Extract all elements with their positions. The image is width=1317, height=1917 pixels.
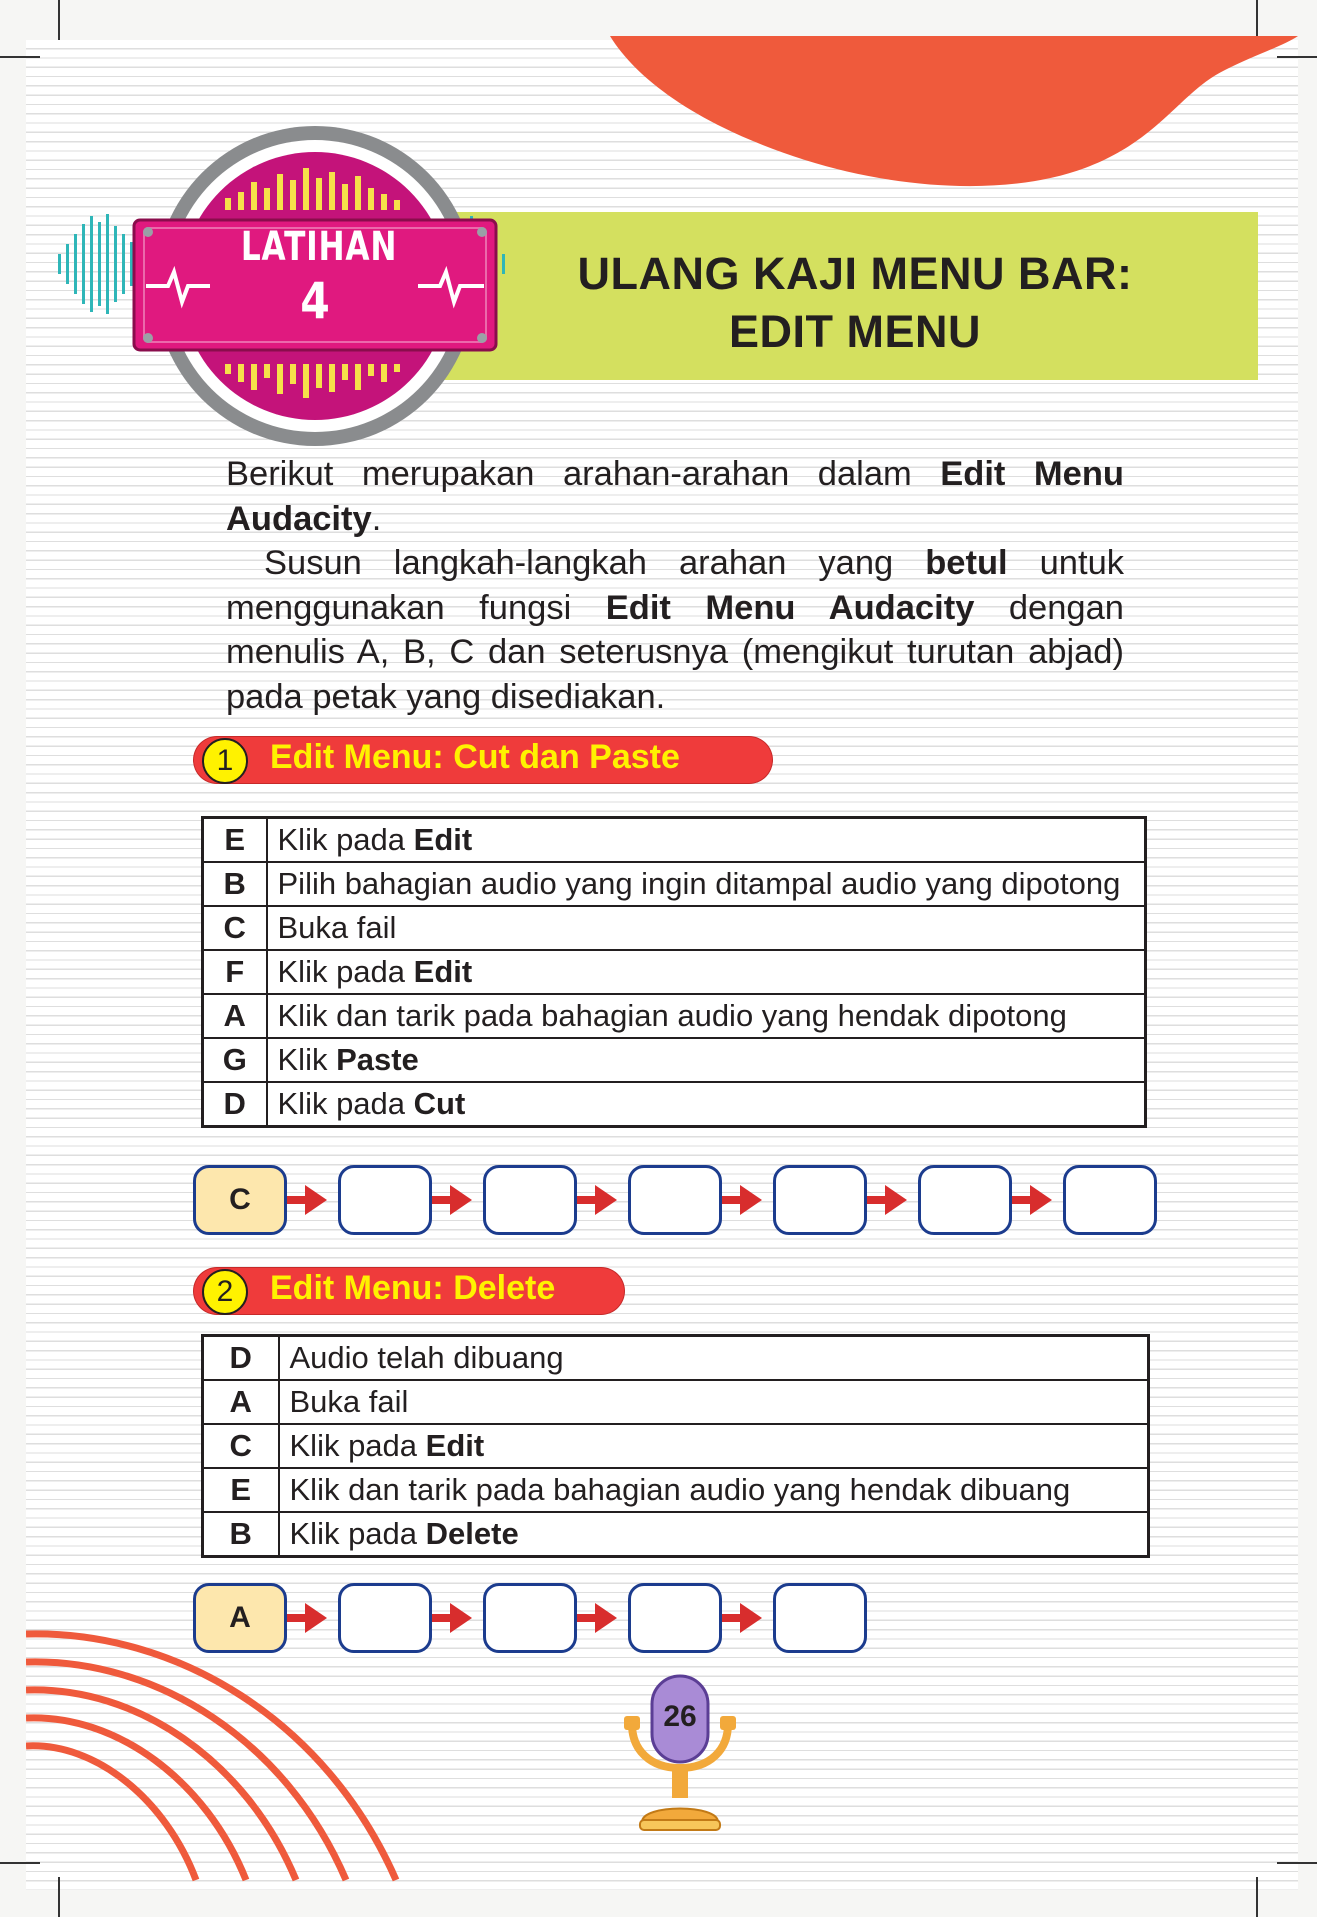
- section-2-table: [201, 1334, 1150, 1558]
- step-text: Klik pada: [289, 1516, 426, 1551]
- page-title: [540, 245, 1170, 361]
- step-instruction: [279, 1424, 1149, 1468]
- step-letter: G: [203, 1038, 267, 1082]
- intro-text-span: Berikut merupakan arahan-arahan dalam: [226, 455, 941, 493]
- intro-text: [226, 452, 1124, 719]
- title-line-1: ULANG KAJI MENU BAR:: [577, 248, 1133, 299]
- answer-box[interactable]: [918, 1165, 1012, 1235]
- table-row: [203, 862, 1146, 906]
- arrow-head: [595, 1603, 617, 1633]
- step-text: Klik pada: [289, 1428, 426, 1463]
- microphone-icon: [620, 1670, 740, 1840]
- arrow-head: [450, 1603, 472, 1633]
- section-1-title: Edit Menu: Cut dan Paste: [270, 738, 680, 776]
- answer-box[interactable]: [773, 1165, 867, 1235]
- step-command: Paste: [336, 1042, 419, 1077]
- arrow-head: [305, 1603, 327, 1633]
- intro-bold-span: Edit Menu Audacity: [226, 455, 1124, 538]
- step-instruction: [267, 818, 1146, 863]
- step-letter: C: [203, 1424, 279, 1468]
- step-text: Klik dan tarik pada bahagian audio yang hendak dipotong: [277, 998, 1067, 1033]
- intro-text-span: Susun langkah-langkah arahan yang: [264, 544, 926, 582]
- arrow-right-icon: [867, 1196, 905, 1204]
- step-command: Delete: [425, 1516, 519, 1551]
- step-text: Klik dan tarik pada bahagian audio yang hendak dibuang: [289, 1472, 1071, 1507]
- table-row: [203, 1424, 1149, 1468]
- step-text: Pilih bahagian audio yang ingin ditampal audio yang dipotong: [277, 866, 1121, 901]
- table-row: [203, 1336, 1149, 1381]
- arrow-head: [595, 1185, 617, 1215]
- intro-paragraph-2: [226, 541, 1124, 719]
- arrow-right-icon: [432, 1196, 470, 1204]
- answer-box[interactable]: [483, 1583, 577, 1653]
- step-text: Audio telah dibuang: [289, 1340, 564, 1375]
- table-row: [203, 1468, 1149, 1512]
- answer-box[interactable]: [338, 1583, 432, 1653]
- crop-mark: [1277, 1862, 1317, 1864]
- intro-text-span: dengan menulis A, B, C dan seterusnya (mengikut turutan abjad) pada petak yang disediakan.: [226, 588, 1124, 716]
- arrow-head: [1030, 1185, 1052, 1215]
- intro-bold-span: betul: [925, 544, 1008, 582]
- arrow-right-icon: [287, 1196, 325, 1204]
- step-instruction: [279, 1468, 1149, 1512]
- table-row: [203, 1380, 1149, 1424]
- crop-mark: [1256, 1877, 1258, 1917]
- step-instruction: [267, 862, 1146, 906]
- arrow-right-icon: [722, 1614, 760, 1622]
- step-command: Edit: [413, 822, 473, 857]
- intro-text-span: .: [371, 499, 382, 538]
- table-row: [203, 994, 1146, 1038]
- title-line-2: EDIT MENU: [729, 306, 981, 357]
- step-text: Buka fail: [289, 1384, 409, 1419]
- arrow-right-icon: [287, 1614, 325, 1622]
- step-command: Cut: [413, 1086, 466, 1121]
- arrow-head: [740, 1603, 762, 1633]
- table-row: [203, 1082, 1146, 1127]
- step-instruction: [267, 994, 1146, 1038]
- step-letter: A: [203, 1380, 279, 1424]
- step-letter: E: [203, 1468, 279, 1512]
- step-letter: B: [203, 1512, 279, 1557]
- table-row: [203, 1038, 1146, 1082]
- step-instruction: [279, 1512, 1149, 1557]
- step-letter: E: [203, 818, 267, 863]
- intro-bold-span: Edit Menu Audacity: [605, 588, 975, 627]
- step-text: Klik pada: [277, 822, 414, 857]
- intro-text-span: untuk menggunakan fungsi: [226, 544, 1125, 627]
- page-number: 26: [663, 1700, 697, 1733]
- intro-paragraph-1: [226, 452, 1124, 541]
- step-instruction: [267, 1038, 1146, 1082]
- step-text: Buka fail: [277, 910, 397, 945]
- arrow-right-icon: [577, 1614, 615, 1622]
- step-instruction: [267, 950, 1146, 994]
- answer-box[interactable]: [483, 1165, 577, 1235]
- answer-box[interactable]: [628, 1165, 722, 1235]
- answer-box[interactable]: [773, 1583, 867, 1653]
- arrow-right-icon: [722, 1196, 760, 1204]
- table-row: [203, 818, 1146, 863]
- step-text: Klik pada: [277, 1086, 414, 1121]
- table-row: [203, 906, 1146, 950]
- arrow-head: [450, 1185, 472, 1215]
- badge-label: LATIHAN: [240, 224, 398, 270]
- section-2-title: Edit Menu: Delete: [270, 1269, 556, 1307]
- step-letter: D: [203, 1082, 267, 1127]
- answer-box[interactable]: [628, 1583, 722, 1653]
- step-letter: A: [203, 994, 267, 1038]
- step-instruction: [279, 1380, 1149, 1424]
- step-instruction: [279, 1336, 1149, 1381]
- step-text: Klik pada: [277, 954, 414, 989]
- step-instruction: [267, 906, 1146, 950]
- arrow-right-icon: [432, 1614, 470, 1622]
- table-row: [203, 950, 1146, 994]
- answer-box-given: C: [193, 1165, 287, 1235]
- answer-box[interactable]: [338, 1165, 432, 1235]
- arrow-right-icon: [1012, 1196, 1050, 1204]
- section-2-number: 2: [202, 1269, 248, 1315]
- arrow-head: [885, 1185, 907, 1215]
- step-text: Klik: [277, 1042, 337, 1077]
- arrow-head: [305, 1185, 327, 1215]
- step-letter: B: [203, 862, 267, 906]
- arrow-right-icon: [577, 1196, 615, 1204]
- step-letter: D: [203, 1336, 279, 1381]
- arrow-head: [740, 1185, 762, 1215]
- answer-box[interactable]: [1063, 1165, 1157, 1235]
- table-row: [203, 1512, 1149, 1557]
- step-letter: C: [203, 906, 267, 950]
- answer-box-given: A: [193, 1583, 287, 1653]
- section-1-table: [201, 816, 1147, 1128]
- step-command: Edit: [413, 954, 473, 989]
- badge-number: 4: [300, 272, 330, 330]
- section-1-number: 1: [202, 738, 248, 784]
- step-command: Edit: [425, 1428, 485, 1463]
- step-letter: F: [203, 950, 267, 994]
- step-instruction: [267, 1082, 1146, 1127]
